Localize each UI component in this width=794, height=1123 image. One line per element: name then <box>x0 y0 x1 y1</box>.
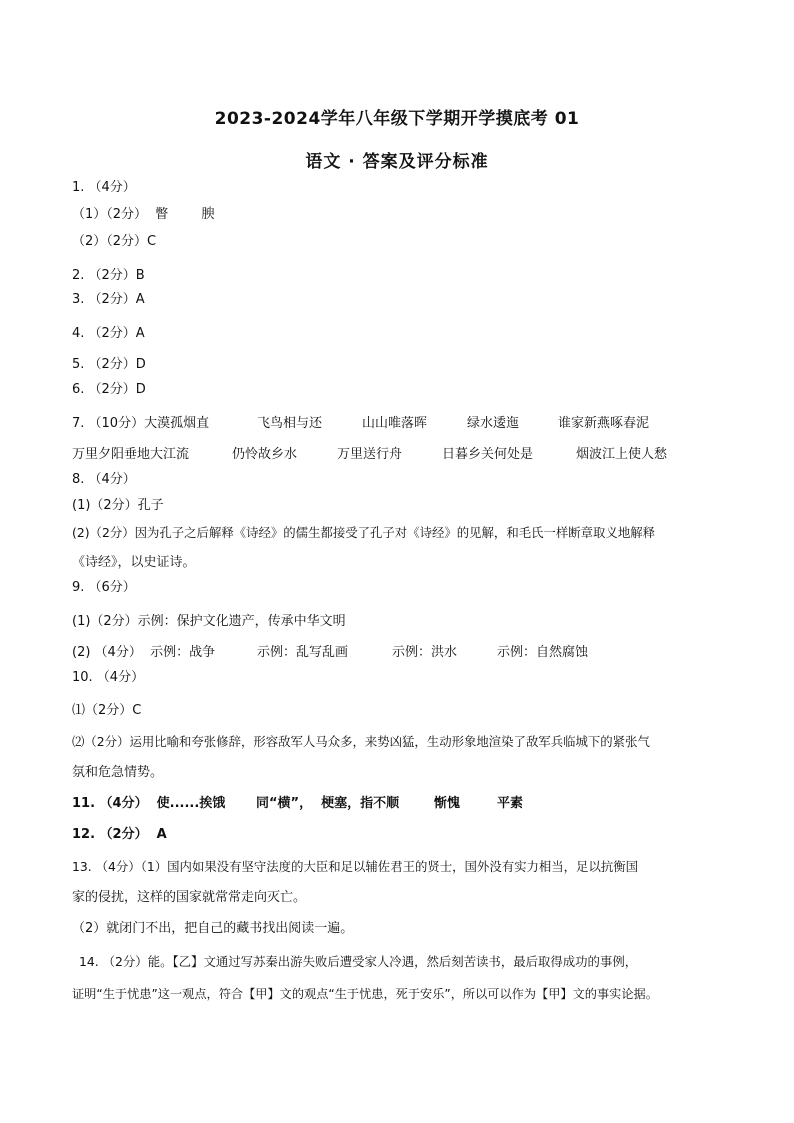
q5-answer: 5. （2分）D <box>72 357 146 372</box>
q14-answer: 14. （2分）能。【乙】文通过写苏秦出游失败后遭受家人冷遇，然后刻苦读书，最后取得成功的事例， <box>79 954 638 969</box>
q1-part2: （2）（2分）C <box>72 234 157 249</box>
q9-example: 示例：自然腐蚀 <box>497 645 589 660</box>
q7-item: 日暮乡关何处是 <box>442 447 534 462</box>
q7-item: 万里送行舟 <box>337 447 403 462</box>
q13-part1-cont: 家的侵扰，这样的国家就常常走向灭亡。 <box>72 890 307 905</box>
q10-header: 10. （4分） <box>72 670 145 685</box>
q2-answer: 2. （2分）B <box>72 268 145 283</box>
q12-answer: 12. （2分） A <box>72 827 167 842</box>
q13-part2: （2）就闭门不出，把自己的藏书找出阅读一遍。 <box>72 921 354 936</box>
q7-item: 7. （10分）大漠孤烟直 <box>72 416 210 431</box>
q8-part1: (1)（2分）孔子 <box>72 498 164 513</box>
q4-answer: 4. （2分）A <box>72 326 145 341</box>
page-title: 2023-2024学年八年级下学期开学摸底考 01 <box>214 109 580 129</box>
q11-item: 同“横”， 梗塞，指不顺 <box>256 796 400 811</box>
q11-item: 惭愧 <box>434 796 461 811</box>
q11-item: 平素 <box>497 796 524 811</box>
q7-item: 烟波江上使人愁 <box>576 447 668 462</box>
q9-part1: (1)（2分）示例：保护文化遗产，传承中华文明 <box>72 614 346 629</box>
q7-item: 谁家新燕啄春泥 <box>558 416 650 431</box>
q8-header: 8. （4分） <box>72 472 136 487</box>
q10-part2: ⑵（2分）运用比喻和夸张修辞，形容敌军人马众多，来势凶猛，生动形象地渲染了敌军兵临城下的紧张气 <box>72 734 650 749</box>
q14-answer-cont: 证明“生于忧患”这一观点，符合【甲】文的观点“生于忧患，死于安乐”，所以可以作为【甲】文的事实论据。 <box>72 987 658 1001</box>
q6-answer: 6. （2分）D <box>72 382 146 397</box>
q7-item: 飞鸟相与还 <box>257 416 323 431</box>
q7-item: 仍怜故乡水 <box>232 447 298 462</box>
q1-header: 1. （4分） <box>72 180 136 195</box>
q10-part1: ⑴（2分）C <box>72 703 142 718</box>
page-subtitle: 语文 · 答案及评分标准 <box>305 152 489 172</box>
q7-item: 万里夕阳垂地大江流 <box>72 447 190 462</box>
q13-part1: 13. （4分）（1）国内如果没有坚守法度的大臣和足以辅佐君王的贤士，国外没有实力相当，足以抗衡国 <box>72 859 639 874</box>
q9-example: 示例：乱写乱画 <box>257 645 349 660</box>
q7-item: 绿水逶迤 <box>467 416 520 431</box>
q9-example: 示例：洪水 <box>392 645 458 660</box>
q9-header: 9. （6分） <box>72 580 136 595</box>
q9-example: (2) （4分） 示例：战争 <box>72 645 216 660</box>
q8-part2-cont: 《诗经》，以史证诗。 <box>72 555 196 570</box>
q10-part2-cont: 氛和危急情势。 <box>72 765 164 780</box>
q1-part1: （1）（2分） 瞥 腴 <box>72 207 215 222</box>
q7-item: 山山唯落晖 <box>362 416 428 431</box>
q8-part2: (2)（2分）因为孔子之后解释《诗经》的儒生都接受了孔子对《诗经》的见解，和毛氏一样断章取义地解释 <box>72 525 656 540</box>
q3-answer: 3. （2分）A <box>72 292 145 307</box>
q11-item: 11. （4分） 使......挨饿 <box>72 796 226 811</box>
